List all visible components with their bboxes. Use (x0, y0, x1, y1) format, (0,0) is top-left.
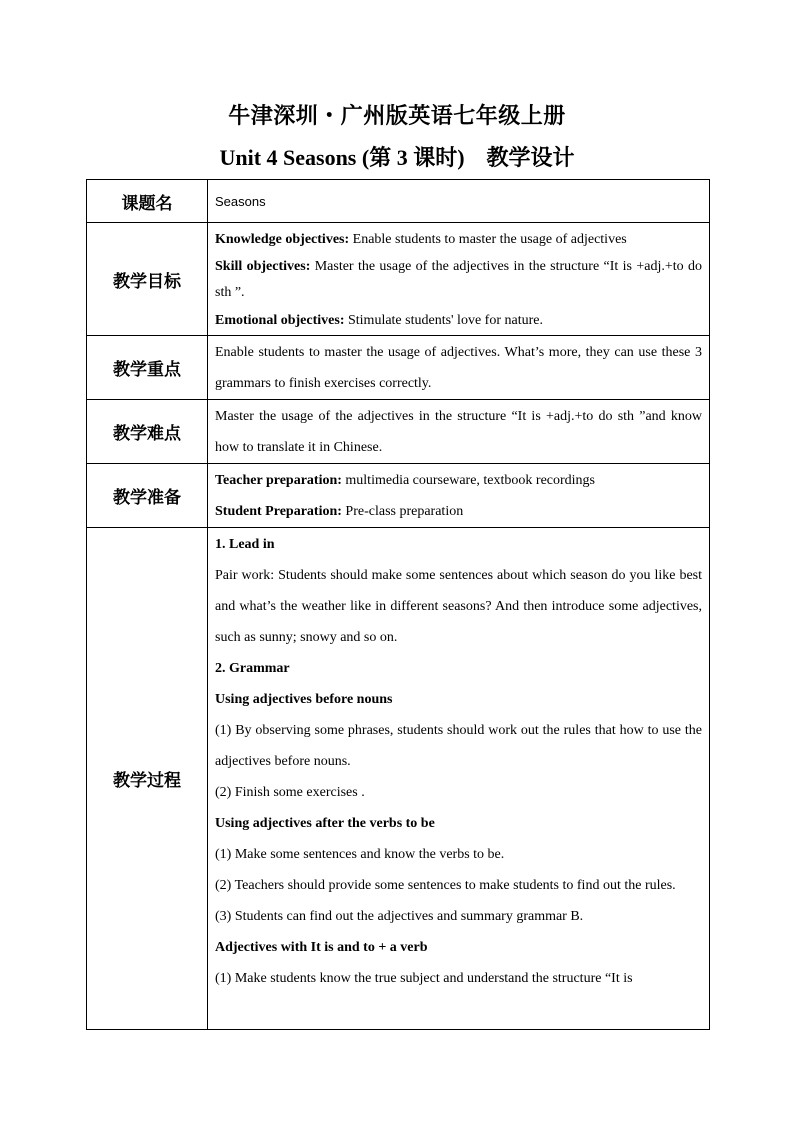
difficulties-label: 教学难点 (87, 400, 208, 464)
emotional-objectives-text: Stimulate students' love for nature. (344, 313, 543, 328)
key-points-label: 教学重点 (87, 336, 208, 400)
before-nouns-step-1: (1) By observing some phrases, students should work out the rules that how to use the adjectives before nouns. (215, 723, 702, 769)
after-be-step-3: (3) Students can find out the adjectives and summary grammar B. (215, 909, 584, 924)
difficulties-text: Master the usage of the adjectives in the structure “It is +adj.+to do sth ”and know how to translate it in Chinese. (215, 409, 702, 455)
skill-objectives-label: Skill objectives: (215, 259, 311, 274)
document-subtitle: Unit 4 Seasons (第 3 课时) 教学设计 (219, 145, 575, 170)
teacher-preparation (215, 465, 702, 496)
teacher-preparation-label: Teacher preparation: (215, 473, 342, 488)
grammar-heading: 2. Grammar (215, 661, 290, 676)
process-label: 教学过程 (87, 528, 208, 1030)
before-nouns-heading: Using adjectives before nouns (215, 692, 393, 707)
lead-in-heading: 1. Lead in (215, 537, 275, 552)
after-be-heading: Using adjectives after the verbs to be (215, 816, 435, 831)
preparation-label: 教学准备 (87, 464, 208, 528)
table-row-difficulties (87, 400, 710, 464)
after-be-step-1: (1) Make some sentences and know the verbs to be. (215, 847, 505, 862)
table-row-objectives (87, 223, 710, 336)
emotional-objectives-label: Emotional objectives: (215, 313, 345, 328)
it-is-heading: Adjectives with It is and to + a verb (215, 940, 428, 955)
knowledge-objectives-label: Knowledge objectives: (215, 232, 350, 247)
lesson-plan-table (86, 179, 710, 1030)
topic-value: Seasons (215, 193, 266, 209)
it-is-step-1: (1) Make students know the true subject and understand the structure “It is (215, 971, 633, 986)
skill-objectives-text: Master the usage of the adjectives in the structure “It is +adj.+to do sth ”. (215, 259, 702, 300)
process-content (215, 529, 702, 1029)
student-preparation-text: Pre-class preparation (341, 504, 464, 519)
teacher-preparation-text: multimedia courseware, textbook recordings (341, 473, 595, 488)
emotional-objectives (215, 306, 702, 335)
table-row-key-points (87, 336, 710, 400)
document-title: 牛津深圳・广州版英语七年级上册 (228, 103, 566, 128)
table-row-process (87, 528, 710, 1030)
topic-label: 课题名 (87, 180, 208, 223)
student-preparation (215, 496, 702, 527)
after-be-step-2: (2) Teachers should provide some sentences to make students to find out the rules. (215, 878, 676, 893)
knowledge-objectives (215, 225, 702, 254)
table-row-preparation (87, 464, 710, 528)
lead-in-text: Pair work: Students should make some sentences about which season do you like best and what’s the weather like in different seasons? And then introduce some adjectives, such as sunny; snowy and so on. (215, 568, 702, 645)
key-points-text: Enable students to master the usage of adjectives. What’s more, they can use these 3 grammars to finish exercises correctly. (215, 345, 702, 391)
skill-objectives (215, 254, 702, 306)
objectives-label: 教学目标 (87, 223, 208, 336)
student-preparation-label: Student Preparation: (215, 504, 342, 519)
table-row-topic (87, 180, 710, 223)
knowledge-objectives-text: Enable students to master the usage of adjectives (349, 232, 627, 247)
before-nouns-step-2: (2) Finish some exercises . (215, 785, 365, 800)
